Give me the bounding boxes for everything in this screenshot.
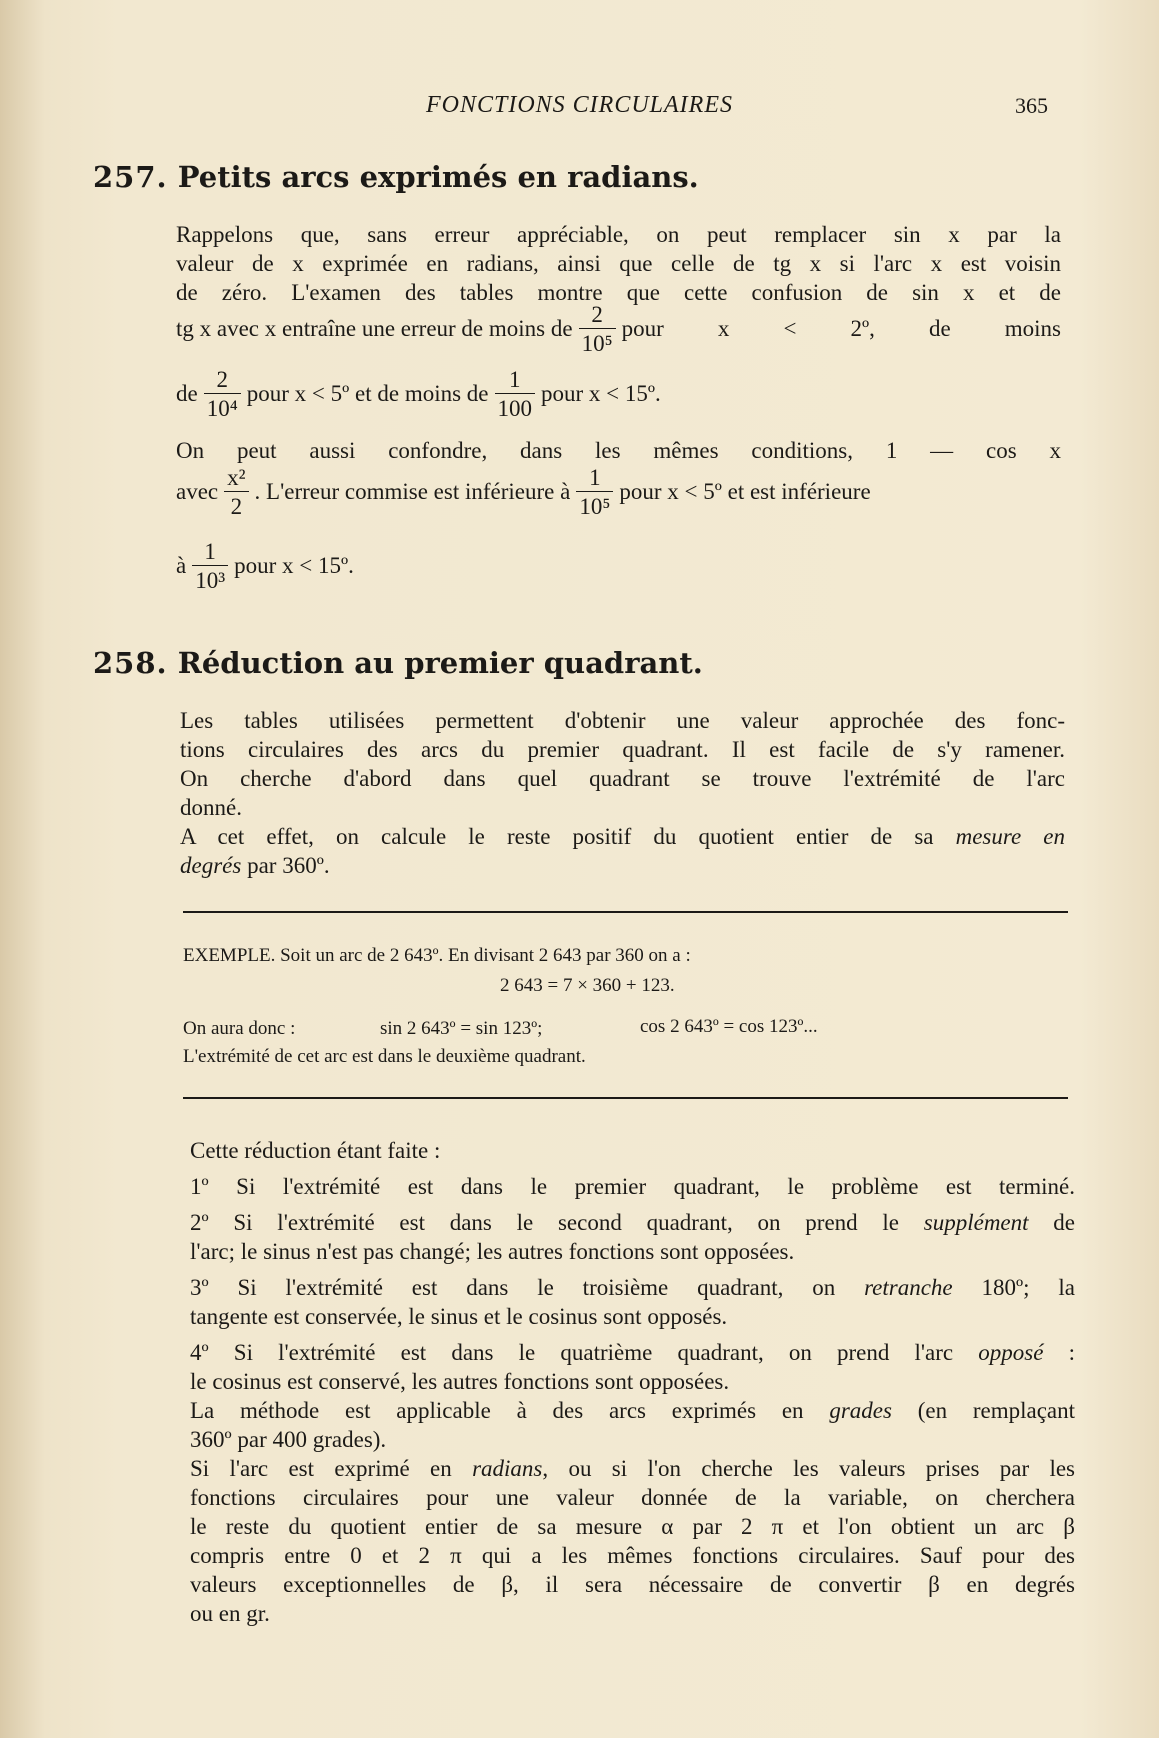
text-line: On cherche d'abord dans quel quadrant se trouve l'extrémité de l'arc	[180, 766, 1065, 791]
example-line: On aura donc :	[183, 1018, 296, 1039]
text-line: pour x < 15º.	[234, 553, 354, 578]
fraction: $\frac{1}{\text{10³}}$	[192, 540, 228, 592]
fraction: $\frac{\text{x²}}{2}$	[224, 466, 248, 518]
text-line: le reste du quotient entier de sa mesure α par 2 π et l'on obtient un arc β	[190, 1514, 1075, 1539]
text-line: tg x avec x entraîne une erreur de moins de	[176, 316, 573, 341]
text-line: pour x < 15º.	[541, 381, 661, 406]
fraction: $\frac{1}{100}$	[495, 368, 536, 420]
text-line: La méthode est applicable à des arcs exprimés en grades (en remplaçant	[190, 1398, 1075, 1423]
text-line: Si l'arc est exprimé en radians, ou si l'on cherche les valeurs prises par les	[190, 1456, 1076, 1481]
divider-top	[183, 911, 1068, 913]
section-257-paragraph	[176, 220, 1061, 307]
text-line: compris entre 0 et 2 π qui a les mêmes fonctions circulaires. Sauf pour des	[190, 1543, 1075, 1568]
text-line: 360º par 400 grades).	[190, 1427, 387, 1452]
text-line: pour x < 5º et est inférieure	[619, 479, 871, 504]
example-line: sin 2 643º = sin 123º;	[380, 1018, 543, 1039]
text-line: fonctions circulaires pour une valeur donnée de la variable, on cherchera	[190, 1485, 1075, 1510]
text-line: ou en gr.	[190, 1601, 270, 1626]
text-line: valeur de x exprimée en radians, ainsi que celle de tg x si l'arc x est voisin	[176, 251, 1061, 276]
text-line: de	[176, 381, 198, 406]
fraction: $\frac{2}{\text{10⁵}}$	[579, 303, 616, 355]
text-line: Cette réduction étant faite :	[190, 1138, 441, 1163]
rule-2: 2º Si l'extrémité est dans le second quadrant, on prend le supplément de	[190, 1210, 1075, 1235]
rule-4: 4º Si l'extrémité est dans le quatrième quadrant, on prend l'arc opposé :	[190, 1340, 1076, 1365]
text-line: tions circulaires des arcs du premier quadrant. Il est facile de s'y ramener.	[180, 737, 1065, 762]
text-line: Rappelons que, sans erreur appréciable, on peut remplacer sin x par la	[176, 222, 1061, 247]
page-number: 365	[1015, 93, 1048, 118]
formula-line	[176, 540, 354, 592]
text-line: On peut aussi confondre, dans les mêmes conditions, 1 — cos x	[176, 438, 1061, 463]
section-title: Petits arcs exprimés en radians.	[177, 160, 699, 194]
example-line: EXEMPLE. Soit un arc de 2 643º. En divisant 2 643 par 360 on a :	[183, 945, 691, 966]
section-number: 257.	[93, 160, 168, 194]
text-line: pour x < 2º, de moins	[621, 316, 1061, 341]
fraction: $\frac{1}{\text{10⁵}}$	[576, 466, 613, 518]
text-line: degrés par 360º.	[180, 853, 330, 878]
example-equation: 2 643 = 7 × 360 + 123.	[500, 975, 675, 996]
text-line: donné.	[180, 795, 242, 820]
section-heading-258	[93, 646, 703, 680]
example-line: L'extrémité de cet arc est dans le deuxième quadrant.	[183, 1046, 586, 1067]
section-heading-257	[93, 160, 699, 194]
text-line: . L'erreur commise est inférieure à	[254, 479, 571, 504]
text-line: Les tables utilisées permettent d'obtenir une valeur approchée des fonc-	[180, 708, 1065, 733]
rule-1: 1º Si l'extrémité est dans le premier quadrant, le problème est terminé.	[190, 1174, 1075, 1199]
rule-3: 3º Si l'extrémité est dans le troisième quadrant, on retranche 180º; la	[190, 1275, 1076, 1300]
formula-line	[176, 303, 1061, 355]
text-line: avec	[176, 479, 219, 504]
fraction: $\frac{2}{\text{10⁴}}$	[204, 368, 241, 420]
text-line: valeurs exceptionnelles de β, il sera nécessaire de convertir β en degrés	[190, 1572, 1075, 1597]
formula-line	[176, 368, 661, 420]
running-header: FONCTIONS CIRCULAIRES	[425, 92, 733, 118]
text-line: le cosinus est conservé, les autres fonctions sont opposées.	[190, 1369, 730, 1394]
text-line: pour x < 5º et de moins de	[246, 381, 489, 406]
text-line: de zéro. L'examen des tables montre que cette confusion de sin x et de	[176, 280, 1061, 305]
text-line: tangente est conservée, le sinus et le cosinus sont opposés.	[190, 1304, 728, 1329]
text-line: à	[176, 553, 187, 578]
section-title: Réduction au premier quadrant.	[177, 646, 703, 680]
section-number: 258.	[93, 646, 168, 680]
text-line: l'arc; le sinus n'est pas changé; les autres fonctions sont opposées.	[190, 1239, 795, 1264]
divider-bottom	[183, 1097, 1068, 1099]
formula-line	[176, 466, 1061, 518]
reduction-rules	[190, 1136, 1075, 1628]
text-line: A cet effet, on calcule le reste positif du quotient entier de sa mesure en	[180, 824, 1066, 849]
section-258-paragraph	[180, 706, 1065, 880]
example-line: cos 2 643º = cos 123º...	[640, 1016, 818, 1037]
